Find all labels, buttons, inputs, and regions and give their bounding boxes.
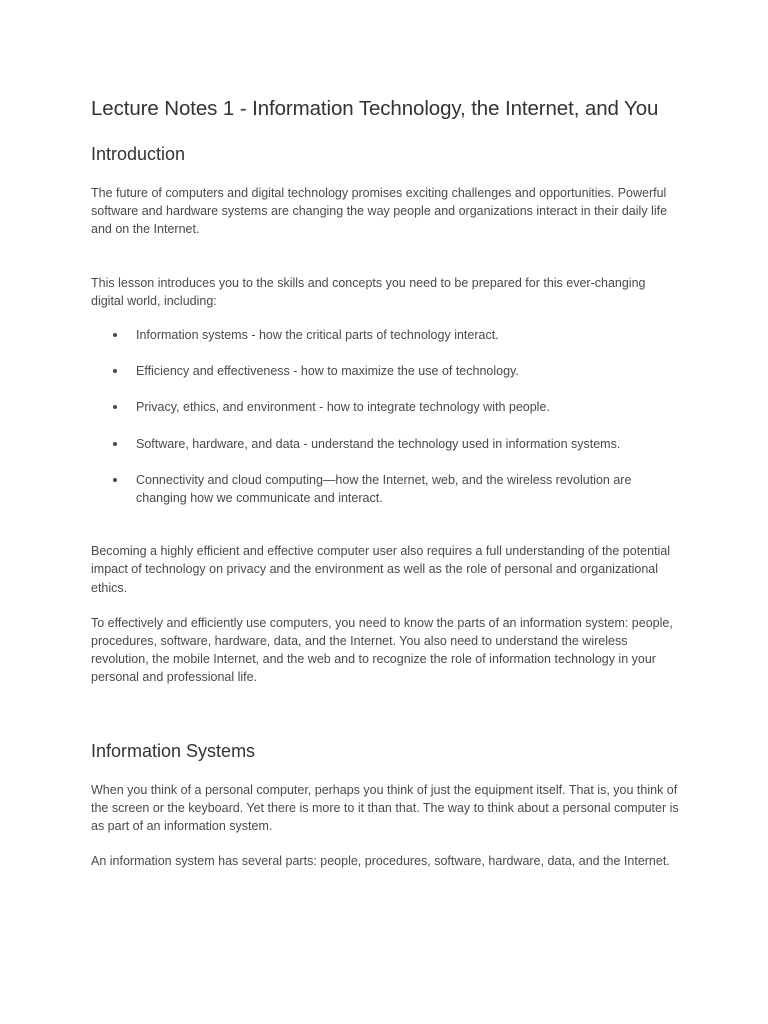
skills-bullet-list bbox=[91, 326, 681, 507]
is-paragraph-2: An information system has several parts: people, procedures, software, hardware, data, and the Internet. bbox=[91, 854, 670, 869]
list-item-text: Information systems - how the critical parts of technology interact. bbox=[136, 328, 499, 343]
intro-paragraph-2: This lesson introduces you to the skills and concepts you need to be prepared for this ever-changing digital world, including: bbox=[91, 275, 646, 308]
list-item bbox=[91, 471, 681, 507]
bullet-icon bbox=[113, 369, 117, 373]
list-item-text: Privacy, ethics, and environment - how to integrate technology with people. bbox=[136, 400, 550, 415]
document-title: Lecture Notes 1 - Information Technology, the Internet, and You bbox=[91, 97, 659, 120]
intro-paragraph-1: The future of computers and digital technology promises exciting challenges and opportunities. Powerful software and hardware systems are changing the way people and organizations interact in their daily life and on the Internet. bbox=[91, 186, 668, 237]
bullet-icon bbox=[113, 442, 117, 446]
bullet-icon bbox=[113, 333, 117, 337]
intro-paragraph-3: Becoming a highly efficient and effective computer user also requires a full understanding of the potential impact of technology on privacy and the environment as well as the role of personal and organizational ethics. bbox=[91, 544, 671, 595]
document-page bbox=[91, 92, 681, 870]
list-item bbox=[91, 435, 681, 453]
section-heading-information-systems: Information Systems bbox=[91, 740, 256, 761]
bullet-icon bbox=[113, 405, 117, 409]
list-item bbox=[91, 398, 681, 416]
list-item-text: Connectivity and cloud computing—how the Internet, web, and the wireless revolution are changing how we communicate and interact. bbox=[136, 472, 632, 506]
intro-paragraph-4: To effectively and efficiently use computers, you need to know the parts of an information system: people, procedures, software, hardware, data, and the Internet. You also need to understand the wireless revolution, the mobile Internet, and the web and to recognize the role of information technology in your personal and professional life. bbox=[91, 615, 673, 685]
bullet-icon bbox=[113, 478, 117, 482]
list-item bbox=[91, 362, 681, 380]
section-heading-introduction: Introduction bbox=[91, 144, 186, 164]
is-paragraph-1: When you think of a personal computer, perhaps you think of just the equipment itself. That is, you think of the screen or the keyboard. Yet there is more to it than that. The way to think about a personal computer is as part of an information system. bbox=[91, 782, 679, 834]
list-item bbox=[91, 326, 681, 344]
list-item-text: Software, hardware, and data - understand the technology used in information systems. bbox=[136, 436, 621, 451]
list-item-text: Efficiency and effectiveness - how to maximize the use of technology. bbox=[136, 364, 519, 379]
